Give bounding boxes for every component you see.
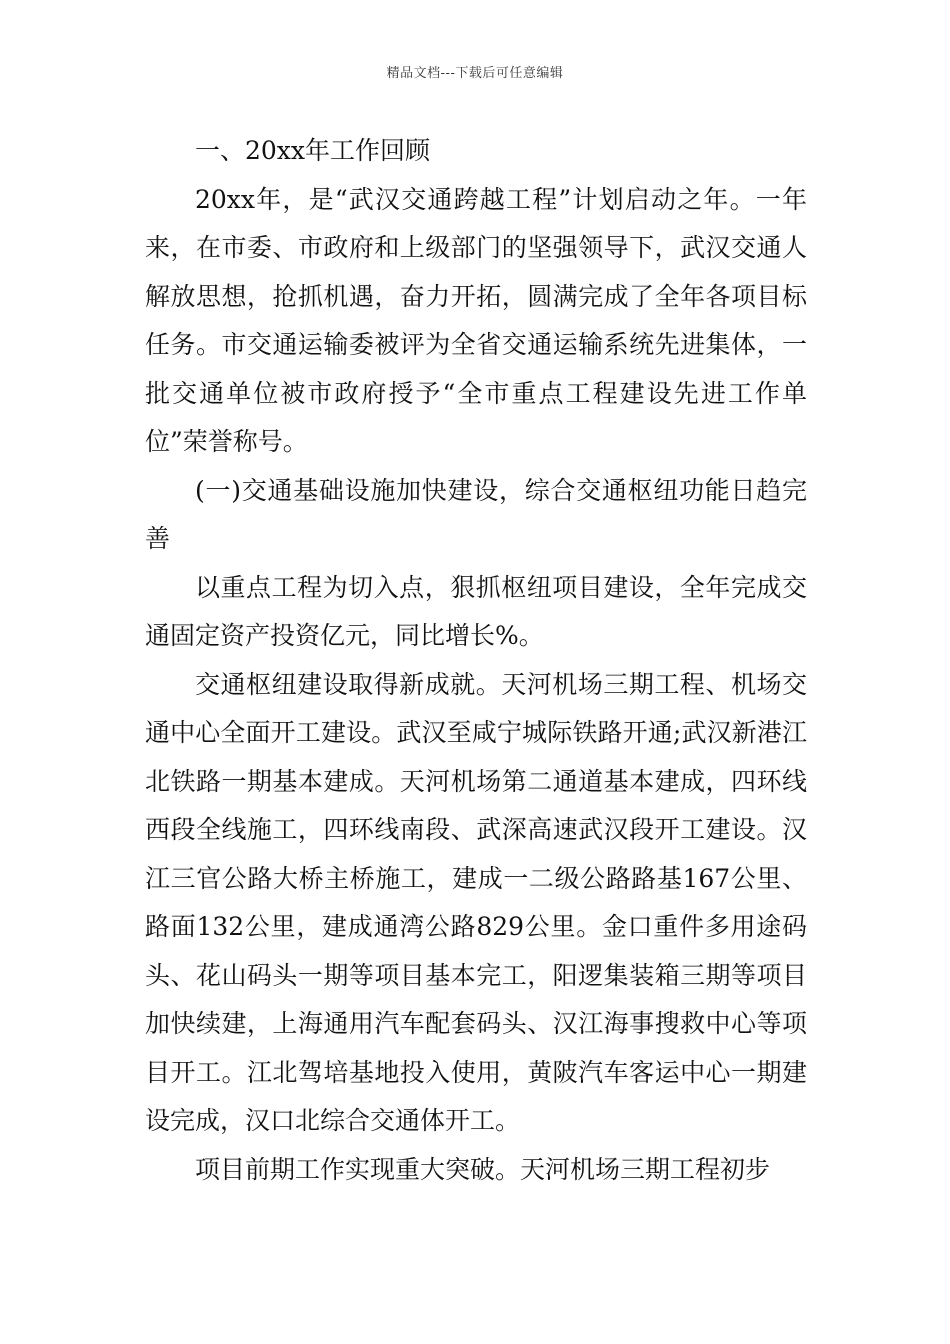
paragraph: 交通枢纽建设取得新成就。天河机场三期工程、机场交通中心全面开工建设。武汉至咸宁城际铁路开通;武汉新港江北铁路一期基本建成。天河机场第二通道基本建成，四环线西段全线施工，四环线南段、武深高速武汉段开工建设。汉江三官公路大桥主桥施工，建成一二级公路路基167公里、路面132公里，建成通湾公路829公里。金口重件多用途码头、花山码头一期等项目基本完工，阳逻集装箱三期等项目加快续建，上海通用汽车配套码头、汉江海事搜救中心等项目开工。江北驾培基地投入使用，黄陂汽车客运中心一期建设完成，汉口北综合交通体开工。 [145, 669, 807, 1135]
paragraph: 项目前期工作实现重大突破。天河机场三期工程初步 [195, 1154, 771, 1184]
paragraph: 以重点工程为切入点，狠抓枢纽项目建设，全年完成交通固定资产投资亿元，同比增长%。 [145, 572, 807, 650]
page-header: 精品文档---下载后可任意编辑 [386, 66, 564, 81]
section-heading: 一、20xx年工作回顾 [195, 136, 431, 165]
document-body [145, 127, 807, 1194]
subsection-heading: (一)交通基础设施加快建设，综合交通枢纽功能日趋完善 [145, 475, 807, 553]
paragraph: 20xx年，是“武汉交通跨越工程”计划启动之年。一年来，在市委、市政府和上级部门的坚强领导下，武汉交通人解放思想，抢抓机遇，奋力开拓，圆满完成了全年各项目标任务。市交通运输委被评为全省交通运输系统先进集体，一批交通单位被市政府授予“全市重点工程建设先进工作单位”荣誉称号。 [145, 184, 807, 456]
